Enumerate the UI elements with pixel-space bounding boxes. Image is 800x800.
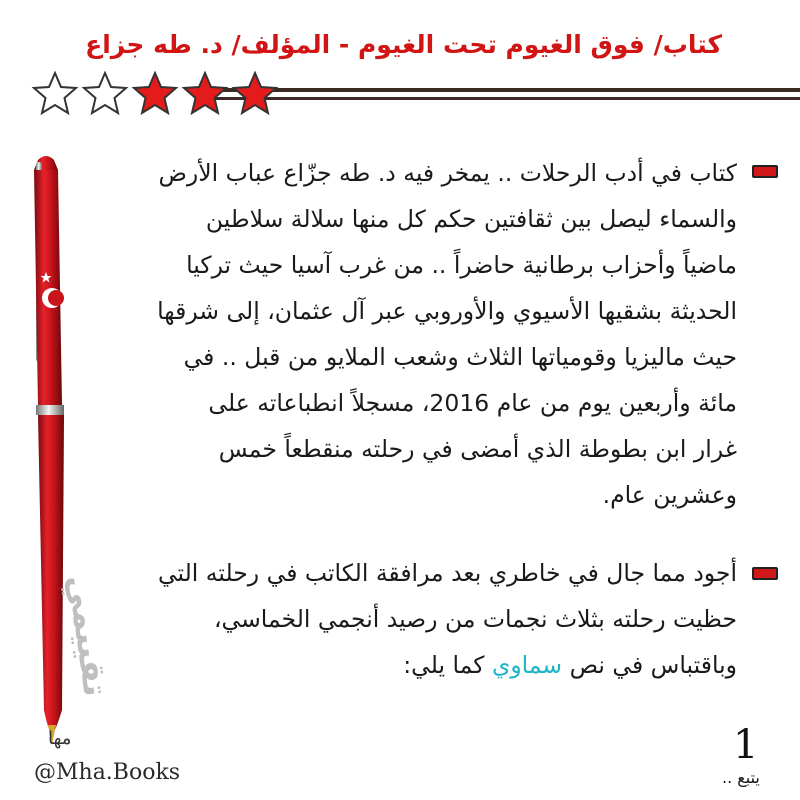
continues-label: يتبع ..	[722, 768, 760, 787]
paragraph-line: ماضياً وأحزاب برطانية حاضراً .. من غرب آسيا حيث تركيا	[186, 251, 737, 279]
paragraph-line: مائة وأربعين يوم من عام 2016، مسجلاً انطباعاته على	[208, 389, 737, 417]
paragraph-line: حظيت رحلته بثلاث نجمات من رصيد أنجمي الخماسي،	[213, 605, 737, 633]
paragraph-line-text: كما يلي:	[403, 651, 492, 679]
page-number: 1	[733, 722, 759, 768]
social-handle: @Mha.Books	[34, 760, 181, 785]
signature: مها	[48, 728, 72, 749]
bullet-marker	[752, 165, 778, 178]
star-rating	[30, 70, 280, 116]
bullet-marker	[752, 567, 778, 580]
paragraph-line: كتاب في أدب الرحلات .. يمخر فيه د. طه جزّاع عباب الأرض	[158, 159, 737, 187]
paragraph-line: حيث ماليزيا وقومياتها الثلاث وشعب الملايو من قبل .. في	[183, 343, 737, 371]
paragraph-line: وعشرين عام.	[602, 481, 737, 509]
paragraph-line-text: وباقتباس في نص	[562, 651, 737, 679]
paragraph-line: أجود مما جال في خاطري بعد مرافقة الكاتب في رحلته التي	[157, 559, 737, 587]
star-empty-icon	[80, 70, 130, 116]
header-rule-bottom	[210, 97, 800, 100]
page-title: كتاب/ فوق الغيوم تحت الغيوم - المؤلف/ د. طه جزاع	[85, 30, 722, 59]
highlighted-word: سماوي	[491, 651, 563, 679]
paragraph-line: الحديثة بشقيها الأسيوي والأوروبي عبر آل عثمان، إلى شرقها	[157, 297, 737, 325]
header-rule-top	[210, 88, 800, 92]
star-filled-icon	[130, 70, 180, 116]
paragraph-2	[158, 550, 737, 688]
paragraph-line: غرار ابن بطوطة الذي أمضى في رحلته منقطعاً خمس	[218, 435, 737, 463]
star-empty-icon	[30, 70, 80, 116]
star-filled-icon	[230, 70, 280, 116]
paragraph-line: والسماء ليصل بين ثقافتين حكم كل منها سلالة سلاطين	[205, 205, 737, 233]
star-filled-icon	[180, 70, 230, 116]
paragraph-line	[158, 642, 737, 688]
rating-watermark: تقييمي	[59, 572, 116, 699]
paragraph-1	[157, 150, 737, 518]
